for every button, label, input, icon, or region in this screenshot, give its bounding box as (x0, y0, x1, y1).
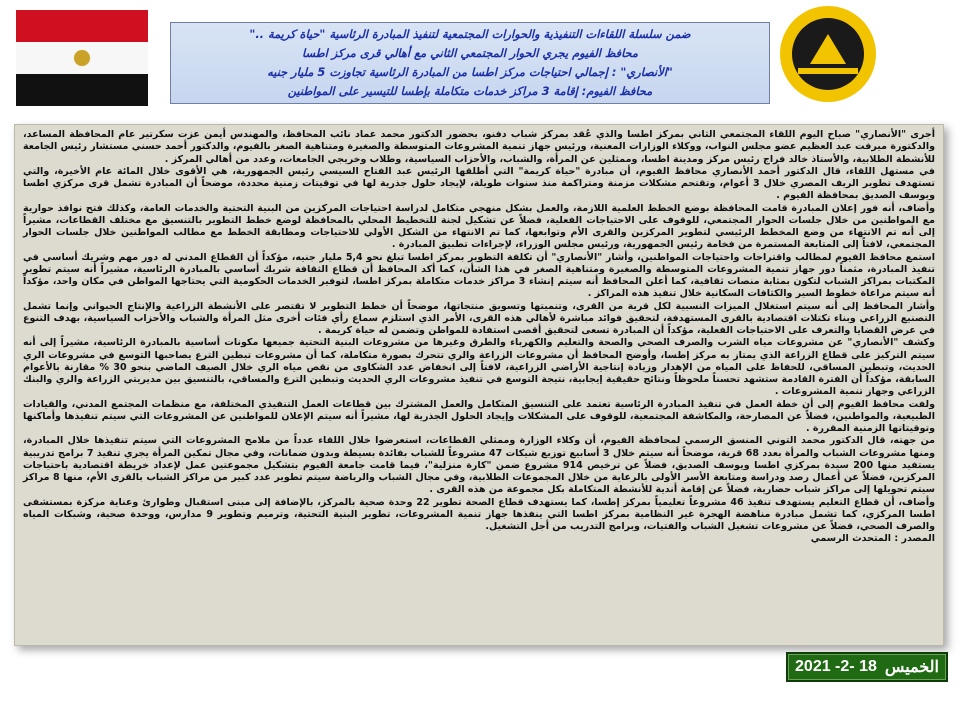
article-paragraph: من جهته، قال الدكتور محمد التوني المنسق الرسمي لمحافظة الفيوم، أن وكلاء الوزارة وممثلي القطاعات، استعرضوا خلال اللقاء عدداً من ملامح المشروعات التي سيتم تنفيذها خلال المبادرة، ومنها مشروعات الشباب والمرأة بعدد 68 قرية، موضحاً أنه سيتم خلال 3 أسابيع توزيع شيكات 47 مشروعاً للشباب بفائدة بسيطة وبدون ضمانات، وفي مجال تمكين المرأة يجري تنفيذ 7 برامج تدريبية يستفيد منها 200 سيدة بمركزي اطسا ويوسف الصديق، فضلاً عن ترخيص 914 مشروع ضمن "كارة منزلية"، فيما قامت جامعة الفيوم بتشكيل مجموعتين عمل لإعداد خريطة اقتصادية باحتياجات المركزين، فضلاً عن أعمال رصد ودراسة ومتابعة الأسر الأولى بالرعاية من خلال المجموعات الطلابية، وفي مجال الشباب والرياضة سيتم تطوير عدد كبير من مراكز الشباب بالقرى الأم، منها 8 مراكز سيتم تحويلها إلى مراكز شباب حضارية، فضلاً عن إقامة أندية للأنشطة المتكاملة بكل مجموعة من هذه القرى . (23, 435, 936, 496)
article-paragraph: وأضاف، أن قطاع التعليم يستهدف تنفيذ 46 مشروعاً تعليمياً بمركز إطسا، كما يستهدف قطاع الصحة تطوير 22 وحدة صحية بالمركز، بالإضافة إلى مبنى استقبال وطوارئ وعناية مركزة بمستشفى اطسا المركزي، كما تشمل مبادرة مناهضة الهجرة غير النظامية بمركز اطسا التي ينفذها جهاز تنمية المشروعات، تطوير البنية التحتية، وترميم وتطوير 9 مدارس، ووحدة صحية، وشبكات المياه والصرف الصحي، فضلاً عن مشروعات تشغيل الشباب والفتيات، وبرامج التدريب من أجل التشغيل. (23, 496, 935, 532)
governorate-logo (780, 6, 876, 102)
headline-line: محافظ الفيوم يجري الحوار المجتمعي الثاني مع أهالي قرى مركز اطسا (301, 46, 639, 60)
article-source: المصدر : المتحدث الرسمي (810, 533, 935, 545)
headline-line: ضمن سلسلة اللقاءات التنفيذية والحوارات المجتمعية لتنفيذ المبادرة الرئاسية "حياة كريمة .." (249, 27, 691, 41)
article-paragraph: وكشف "الأنصاري" عن مشروعات مياه الشرب والصرف الصحي والصحة والتعليم والكهرباء والطرق وغيرها من مشروعات البنية التحتية جميعها مكونات أساسية بالمبادرة الرئاسية، مشيراً إلى أنه سيتم التركيز على قطاع الزراعة الذي يمتاز به مركز إطسا، وأوضح المحافظ أن مشروعات الزراعة والري تتحرك بصورة متكاملة، كما أن مشروعات تبطين الترع يصاحبها التوسع في مشروعات الري الحديث، وتبطين المساقي، للحفاظ على المياه من الإهدار وزيادة إنتاجية الأراضي الزراعية، لافتاً إلى انخفاض عدد الشكاوى من نقص مياه الري خلال الصيف الماضي بنحو 30 % مقارنة بالأعوام السابقة، مؤكداً أن الفترة القادمة ستشهد تحسناً ملحوظاً ونتائج حقيقية إيجابية، نتيجة التوسع في تنفيذ مشروعات الري الحديث وتبطين الترع والمساقي، بالتنسيق بين مديريتي الزراعة والري والبنك الزراعي وجهاز تنمية المشروعات . (23, 337, 935, 398)
pyramid-icon (810, 34, 846, 64)
headline-line: "الأنصاري" : إجمالي احتياجات مركز اطسا من المبادرة الرئاسية تجاوزت 5 مليار جنيه (267, 65, 673, 79)
date-badge (786, 652, 948, 682)
date-day: الخميس (884, 659, 939, 676)
article-paragraph: أجرى "الأنصاري" صباح اليوم اللقاء المجتمعي الثاني بمركز اطسا والذي عُقد بمركز شباب دفنو، بحضور الدكتور محمد عماد نائب المحافظ، والمهندس أيمن عزت سكرتير عام المحافظة المساعد، والدكتورة ميرفت عبد العظيم عضو مجلس النواب، ووكلاء الوزارات المعنية، ورئيس جهاز تنمية المشروعات المتوسطة والصغيرة ومتناهية الصغر بالفيوم، والدكتور أحمد حسني مستشار رئيس الجامعة للأنشطة الطلابية، والأستاذ خالد فراج رئيس مركز ومدينة اطسا، وممثلين عن المرأة، والشباب، والأحزاب السياسية، وطلاب وخريجي الجامعات، وعدد من أهالي المركز . (23, 129, 935, 165)
article-paragraph: في مستهل اللقاء، قال الدكتور أحمد الأنصاري محافظ الفيوم، أن مبادرة "حياة كريمة" التي أطلقها الرئيس عبد الفتاح السيسي رئيس الجمهورية، هي الأقوى خلال المائة عام الأخيرة، والتي تستهدف تطوير الريف المصري خلال 3 أعوام، وتقتحم مشكلات مزمنة ومتراكمة منذ سنوات طويلة، لإيجاد حلول جذرية لها في توقيتات زمنية محددة، موضحاً أن المبادرة تشمل قرى مركزي اطسا ويوسف الصديق بمحافظة الفيوم . (23, 165, 935, 202)
eagle-emblem-icon (70, 46, 94, 70)
article-paragraph: وأشار المحافظ إلى أنه سيتم استغلال الميزات النسبية لكل قرية من القرى، وتنميتها وتسويق منتجاتها، موضحاً أن خطط التطوير لا تقتصر على الأنشطة الزراعية والإنتاج الحيواني وإنما تشمل التصنيع الزراعي وبناء تكتلات اقتصادية بالقرى المستهدفة، لتحقيق فوائد مباشرة لأهالي هذه القرى، الأمر الذي استلزم سماع رأي فئات أخرى مثل المرأة والشباب والأحزاب السياسية، بهدف التنوع في عرض القضايا والتعرف على الاحتياجات الفعلية، مؤكداً أن المبادرة تسعى لتحقيق أقصى استفادة للمواطن وتضمن له حياة كريمة . (23, 300, 935, 336)
egypt-flag (16, 10, 148, 106)
article-paragraph: استمع محافظ الفيوم لمطالب واقتراحات واحتياجات المواطنين، وأشار "الأنصاري" أن تكلفة التطوير بمركز اطسا تبلغ نحو 5,4 مليار جنيه، مؤكداً أن القطاع المدني له دور مهم وشريك أساسي في تنفيذ المبادرة، مثمناً دور جهاز تنمية المشروعات المتوسطة والصغيرة ومتناهية الصغر في هذا الشأن، كما أكد المحافظ أن قطاع الثقافة شريك أساسي بالمبادرة الرئاسية، مشيراً أنه سيتم تطوير المكتبات بمراكز الشباب لتكون بمثابة منصات ثقافية، كما أعلن المحافظ أنه سيتم إنشاء 3 مراكز خدمات متكاملة بمركز اطسا، لتوفير الخدمات الحكومية التي يحتاجها المواطن في مكان واحد، مؤكداً أنه سيتم مراعاة خطوط السير والكثافات السكانية خلال تنفيذ هذه المراكز . (23, 251, 935, 300)
article-paragraph: وأضاف، أنه فور إعلان المبادرة قامت المحافظة بوضع الخطط العلمية اللازمة، والعمل بشكل منهجي متكامل لدراسة احتياجات المركزين من البنية التحتية والخدمات العامة، وكذلك فتح نوافذ حوارية مع المواطنين من خلال جلسات الحوار المجتمعي، للوقوف على الاحتياجات الفعلية، فضلاً عن تشكيل لجنة للتخطيط المحلي بالمحافظة لوضع خطط التطوير بالتنسيق مع مختلف القطاعات، مشيراً إلى أنه تم الانتهاء من وضع المخطط الرئيسي لتطوير المركزين والقرى الأم وتوابعها، كما تم الانتهاء من الشكل الأولي للاحتياجات ومطابقة الخطط مع مطالب المواطنين خلال جلسات الحوار المجتمعي، لافتاً إلى المتابعة المستمرة من فخامة رئيس الجمهورية، ورئيس مجلس الوزراء، لإجراءات تطبيق المبادرة . (23, 202, 935, 251)
article-body (14, 124, 944, 646)
article-paragraph: ولفت محافظ الفيوم إلى أن خطة العمل في تنفيذ المبادرة الرئاسية تعتمد على التنسيق المتكامل والعمل المشترك بين قطاعات العمل التنفيذي المختلفة، مع منظمات المجتمع المدني، والقيادات الطبيعية، والمواطنين، فضلاً عن المصارحة، والمكاشفة المجتمعية، للوقوف على المشكلات وإيجاد الحلول الجذرية لها، مشيراً أنه سيتم الإعلان للمواطنين عن المشروعات التي سيتم تنفيذها وأماكنها وتوقيتاتها الزمنية المقررة . (23, 398, 935, 434)
headline-line: محافظ الفيوم: إقامة 3 مراكز خدمات متكاملة بإطسا للتيسير على المواطنين (287, 84, 653, 98)
headline-box (170, 22, 770, 104)
date-value: 18 -2- 2021 (795, 658, 877, 675)
